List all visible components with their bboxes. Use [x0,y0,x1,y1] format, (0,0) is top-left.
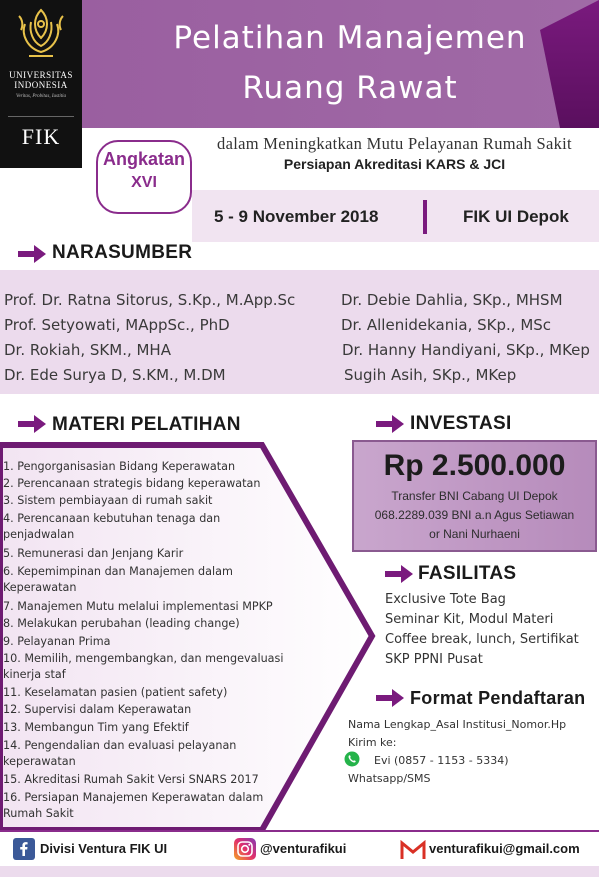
event-date: 5 - 9 November 2018 [214,207,379,226]
speakers-heading: NARASUMBER [52,242,193,263]
speaker-name: Prof. Setyowati, MAppSc., PhD [4,316,230,334]
materi-item: 12. Supervisi dalam Keperawatan [3,703,192,716]
materi-item: 10. Memilih, mengembangkan, dan mengevaluasi [3,652,284,665]
investasi-account: 068.2289.039 BNI a.n Agus Setiawan [374,508,575,522]
fasilitas-item: Exclusive Tote Bag [385,592,506,607]
facebook-icon [13,838,35,860]
logo-divider [8,116,74,117]
materi-item: 15. Akreditasi Rumah Sakit Versi SNARS 2017 [3,773,259,786]
speaker-name: Dr. Allenidekania, SKp., MSc [341,316,552,334]
university-motto: Veritas, Probitas, Iustitia [15,94,67,99]
materi-item: 8. Melakukan perubahan (leading change) [3,617,240,630]
page-subtitle-accreditation: Persiapan Akreditasi KARS & JCI [283,156,506,172]
materi-item: 14. Pengendalian dan evaluasi pelayanan [3,739,237,752]
speaker-name: Prof. Dr. Ratna Sitorus, S.Kp., M.App.Sc [4,291,296,309]
materi-item: 6. Kepemimpinan dan Manajemen dalam [3,565,233,578]
arrow-right-icon [385,564,413,584]
speaker-name: Dr. Ede Surya D, S.KM., M.DM [4,366,226,384]
page-title-line1: Pelatihan Manajemen [173,20,527,56]
materi-item: 9. Pelayanan Prima [3,635,111,648]
fasilitas-heading: FASILITAS [418,563,517,584]
materi-item: 16. Persiapan Manajemen Keperawatan dalam [3,791,264,804]
investasi-transfer: Transfer BNI Cabang UI Depok [391,489,558,503]
batch-label: Angkatan [102,149,185,169]
investasi-price: Rp 2.500.000 [383,449,566,482]
materi-item: 2. Perencanaan strategis bidang keperawatan [3,477,261,490]
materi-item: 5. Remunerasi dan Jenjang Karir [3,547,184,560]
registration-contact: Evi (0857 - 1153 - 5334) [374,754,509,767]
batch-number: XVI [131,174,157,191]
university-name: UNIVERSITAS INDONESIA [9,70,73,90]
batch-badge [96,140,192,214]
event-venue: FIK UI Depok [463,207,569,226]
materi-item: 11. Keselamatan pasien (patient safety) [3,686,228,699]
footer-bottom-strip [0,866,599,877]
materi-item: 3. Sistem pembiayaan di rumah sakit [3,494,213,507]
whatsapp-icon [344,751,360,767]
materi-item: 13. Membangun Tim yang Efektif [3,721,189,734]
materi-item: 7. Manajemen Mutu melalui implementasi MPKP [3,600,273,613]
arrow-right-icon [376,414,404,434]
faculty-label: FIK [21,124,61,149]
makara-emblem-icon [11,4,71,64]
instagram-icon [234,838,256,860]
registration-format: Nama Lengkap_Asal Institusi_Nomor.Hp [348,718,567,731]
materi-item: 4. Perencanaan kebutuhan tenaga dan [3,512,221,525]
page-title-line2: Ruang Rawat [242,70,458,106]
footer-facebook[interactable]: Divisi Ventura FIK UI [40,841,168,856]
speaker-name: Sugih Asih, SKp., MKep [344,366,517,384]
page-subtitle: dalam Meningkatkan Mutu Pelayanan Rumah Sakit [217,134,572,153]
materi-heading: MATERI PELATIHAN [52,414,241,435]
registration-send-to: Kirim ke: [348,736,397,749]
registration-via: Whatsapp/SMS [348,772,431,785]
gmail-icon [400,840,426,860]
arrow-right-icon [18,244,46,264]
materi-item: penjadwalan [3,528,75,541]
speaker-name: Dr. Hanny Handiyani, SKp., MKep [342,341,590,359]
speaker-name: Dr. Rokiah, SKM., MHA [4,341,171,359]
fasilitas-item: SKP PPNI Pusat [385,652,483,667]
arrow-right-icon [376,688,404,708]
footer-instagram[interactable]: @venturafikui [260,841,347,856]
materi-item: 1. Pengorganisasian Bidang Keperawatan [3,460,236,473]
materi-item: Rumah Sakit [3,807,74,820]
arrow-right-icon [18,414,46,434]
materi-item: Keperawatan [3,581,77,594]
event-info-divider [423,200,427,234]
fasilitas-item: Coffee break, lunch, Sertifikat [385,632,579,647]
fasilitas-item: Seminar Kit, Modul Materi [385,612,554,627]
speaker-name: Dr. Debie Dahlia, SKp., MHSM [341,291,563,309]
investasi-heading: INVESTASI [410,413,512,434]
footer-email[interactable]: venturafikui@gmail.com [429,841,580,856]
materi-item: keperawatan [3,755,76,768]
registration-heading: Format Pendaftaran [410,688,586,708]
materi-item: kinerja staf [3,668,66,681]
investasi-account-holder: or Nani Nurhaeni [429,527,520,541]
